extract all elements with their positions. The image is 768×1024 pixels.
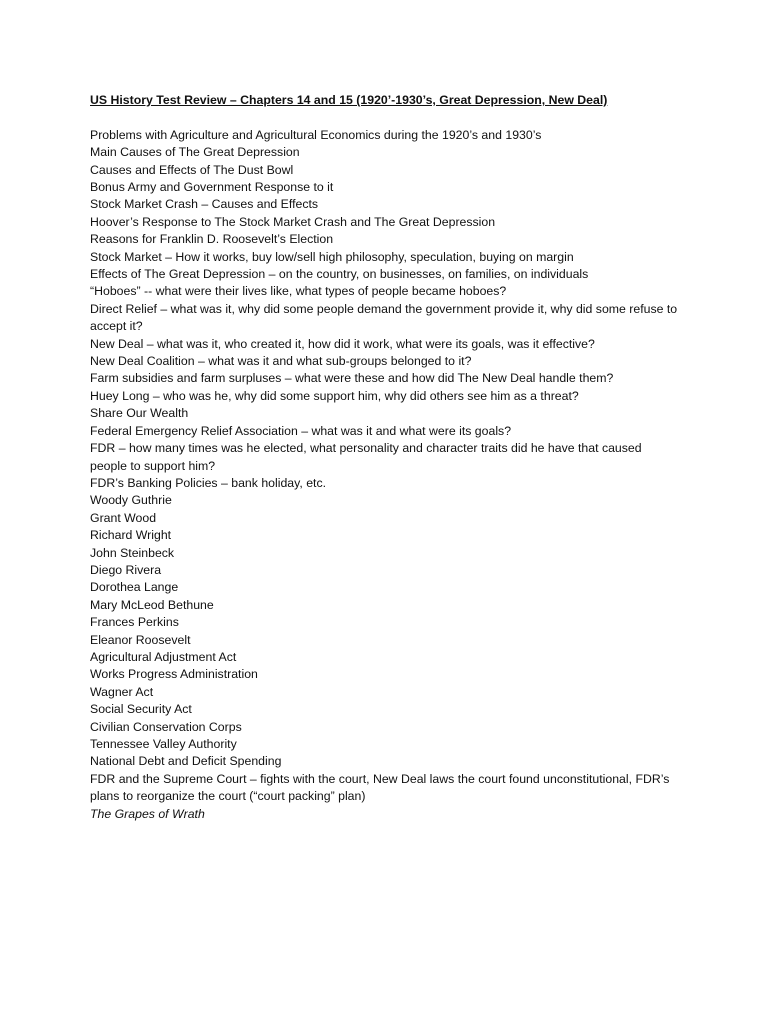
topic-item: Stock Market – How it works, buy low/sell high philosophy, speculation, buying on margin [90, 249, 574, 264]
topic-item: National Debt and Deficit Spending [90, 754, 282, 769]
topic-item: Mary McLeod Bethune [90, 597, 214, 612]
topic-item: Bonus Army and Government Response to it [90, 180, 334, 195]
topic-item: “Hoboes” -- what were their lives like, what types of people became hoboes? [90, 284, 507, 299]
topic-item: FDR – how many times was he elected, what personality and character traits did he have that caused people to support him? [90, 441, 642, 473]
topic-item: Works Progress Administration [90, 667, 258, 682]
topic-item: Eleanor Roosevelt [90, 632, 191, 647]
topic-item: Woody Guthrie [90, 493, 172, 508]
topic-item-book-title: The Grapes of Wrath [90, 806, 205, 821]
topic-item: Causes and Effects of The Dust Bowl [90, 162, 294, 177]
topic-item: New Deal – what was it, who created it, how did it work, what were its goals, was it effective? [90, 336, 595, 351]
topic-item: Effects of The Great Depression – on the country, on businesses, on families, on individuals [90, 267, 589, 282]
topic-item: Main Causes of The Great Depression [90, 145, 300, 160]
topic-item: Agricultural Adjustment Act [90, 649, 237, 664]
topic-item: Direct Relief – what was it, why did some people demand the government provide it, why did some refuse to accept it? [90, 301, 678, 334]
document-title: US History Test Review – Chapters 14 and 15 (1920’-1930’s, Great Depression, New Deal) [90, 93, 608, 107]
topic-item: Diego Rivera [90, 562, 162, 577]
topic-item: FDR and the Supreme Court – fights with the court, New Deal laws the court found unconstitutional, FDR’s plans to reorganize the court (“court packing” plan) [90, 771, 670, 804]
topic-item: Federal Emergency Relief Association – what was it and what were its goals? [90, 423, 512, 438]
topic-item: Stock Market Crash – Causes and Effects [90, 197, 319, 212]
topic-item: Wagner Act [90, 684, 154, 699]
topic-item: New Deal Coalition – what was it and what sub-groups belonged to it? [90, 354, 472, 369]
topic-item: Social Security Act [90, 702, 192, 717]
topic-item: Huey Long – who was he, why did some support him, why did others see him as a threat? [90, 388, 579, 403]
topic-item: John Steinbeck [90, 545, 175, 560]
topic-item: Hoover’s Response to The Stock Market Crash and The Great Depression [90, 214, 496, 229]
topic-item: Reasons for Franklin D. Roosevelt’s Election [90, 232, 334, 247]
document-body [90, 92, 680, 823]
topic-item: Dorothea Lange [90, 580, 179, 595]
review-topic-list [90, 127, 680, 823]
topic-item: Tennessee Valley Authority [90, 737, 237, 752]
blank-line [90, 109, 680, 126]
topic-item: Civilian Conservation Corps [90, 719, 242, 734]
topic-item: Frances Perkins [90, 615, 179, 630]
topic-item: FDR’s Banking Policies – bank holiday, etc. [90, 475, 327, 490]
topic-item: Problems with Agriculture and Agricultural Economics during the 1920’s and 1930’s [90, 127, 542, 142]
topic-item: Share Our Wealth [90, 406, 189, 421]
topic-item: Grant Wood [90, 510, 157, 525]
topic-item: Richard Wright [90, 528, 172, 543]
topic-item: Farm subsidies and farm surpluses – what were these and how did The New Deal handle them? [90, 371, 614, 386]
